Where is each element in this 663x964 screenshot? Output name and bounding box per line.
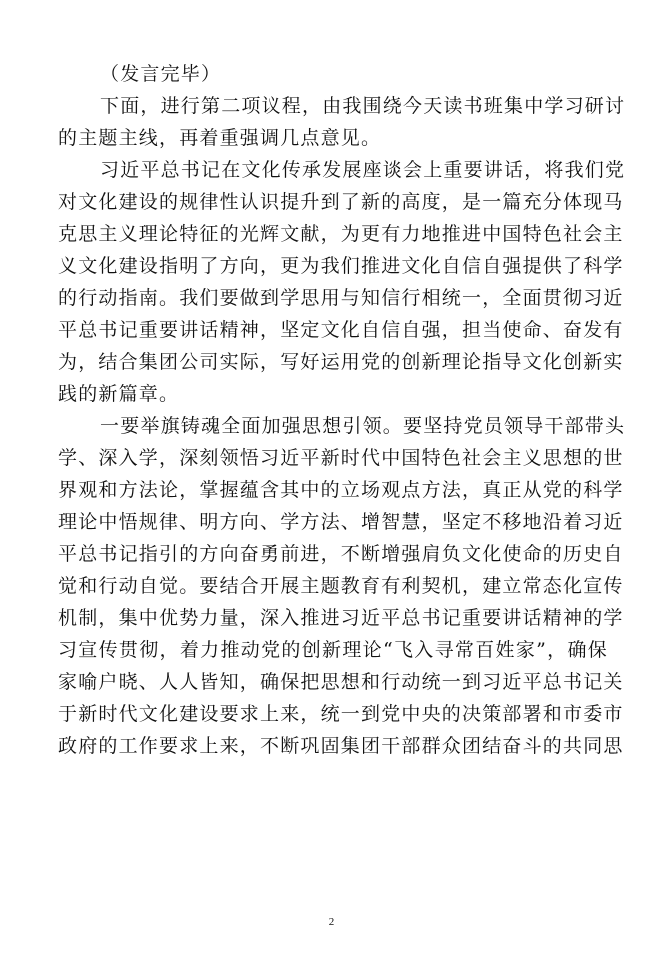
text-line: 家喻户晓、人人皆知，确保把思想和行动统一到习近平总书记关 xyxy=(58,671,624,693)
text-line: 习宣传贯彻，着力推动党的创新理论“飞入寻常百姓家”，确保 xyxy=(58,639,608,661)
text-line: 为，结合集团公司实际，写好运用党的创新理论指导文化创新实 xyxy=(58,351,624,373)
text-line: 的行动指南。我们要做到学思用与知信行相统一，全面贯彻习近 xyxy=(58,287,624,309)
text-line: 的主题主线，再着重强调几点意见。 xyxy=(58,127,382,149)
text-line: 学、深入学，深刻领悟习近平新时代中国特色社会主义思想的世 xyxy=(58,447,624,469)
text-line: 下面，进行第二项议程，由我围绕今天读书班集中学习研讨 xyxy=(100,95,626,117)
text-line: 理论中悟规律、明方向、学方法、增智慧，坚定不移地沿着习近 xyxy=(58,511,624,533)
text-line: 政府的工作要求上来，不断巩固集团干部群众团结奋斗的共同思 xyxy=(58,735,624,757)
text-line: 对文化建设的规律性认识提升到了新的高度，是一篇充分体现马 xyxy=(58,191,624,213)
text-line: 平总书记重要讲话精神，坚定文化自信自强，担当使命、奋发有 xyxy=(58,319,624,341)
text-line: 觉和行动自觉。要结合开展主题教育有利契机，建立常态化宣传 xyxy=(58,575,624,597)
text-line: 一要举旗铸魂全面加强思想引领。要坚持党员领导干部带头 xyxy=(100,415,626,437)
page-number: 2 xyxy=(328,916,335,928)
document-page xyxy=(58,58,626,762)
text-line: 践的新篇章。 xyxy=(58,383,180,405)
text-line: 于新时代文化建设要求上来，统一到党中央的决策部署和市委市 xyxy=(58,703,624,725)
text-line: 机制，集中优势力量，深入推进习近平总书记重要讲话精神的学 xyxy=(58,607,624,629)
text-line: 平总书记指引的方向奋勇前进，不断增强肩负文化使命的历史自 xyxy=(58,543,624,565)
text-line: 习近平总书记在文化传承发展座谈会上重要讲话，将我们党 xyxy=(100,159,626,181)
text-line: 义文化建设指明了方向，更为我们推进文化自信自强提供了科学 xyxy=(58,255,624,277)
text-line: （发言完毕） xyxy=(100,63,222,85)
text-line: 克思主义理论特征的光辉文献，为更有力地推进中国特色社会主 xyxy=(58,223,624,245)
text-line: 界观和方法论，掌握蕴含其中的立场观点方法，真正从党的科学 xyxy=(58,479,624,501)
